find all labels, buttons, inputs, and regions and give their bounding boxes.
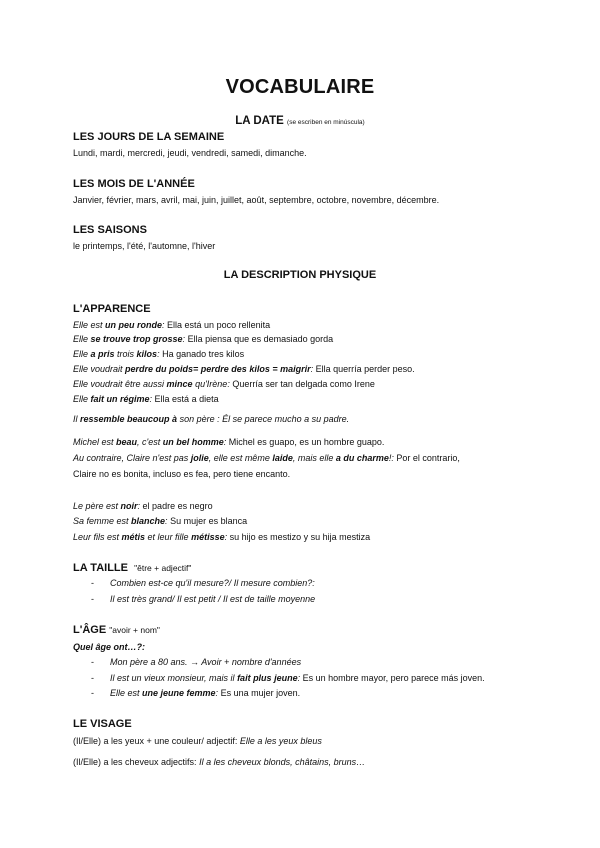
age-heading-text: L'ÂGE [73,624,107,636]
apparence-line-3 [73,349,244,360]
taille-bullet-2: Il est très grand/ Il est petit / Il est de taille moyenne [110,594,316,604]
seg: Ha ganado tres kilos [159,349,245,359]
seg: Elle est [110,688,143,698]
visage-heading: LE VISAGE [73,718,132,730]
days-text: Lundi, mardi, mercredi, jeudi, vendredi, samedi, dimanche. [73,148,307,158]
age-bullet-2 [110,673,485,684]
seg: Ella querría perder peso. [313,364,415,374]
seg: Michel est [73,437,117,447]
apparence-line-1 [73,320,270,331]
seg: mince [166,379,193,389]
seg: ressemble beaucoup à [80,414,178,424]
taille-bullet-1: Combien est-ce qu'il mesure?/ Il mesure combien?: [110,578,315,588]
bullet-dash: - [91,578,94,588]
seg: Ella está un poco rellenita [164,320,271,330]
bullet-dash: - [91,688,94,698]
seg: qu'Irène [192,379,228,389]
seg: Michel es guapo, es un hombre guapo. [226,437,385,447]
page-title: VOCABULAIRE [225,76,375,98]
apparence-line-2 [73,334,333,345]
date-heading [73,115,527,127]
seg: : [224,532,228,542]
seg: une jeune femme [142,688,216,698]
seg: Es una mujer joven. [218,688,301,698]
seg: Elle [73,394,91,404]
apparence-line-11 [73,501,213,512]
bullet-dash: - [91,673,94,683]
seg: Elle voudrait être aussi [73,379,167,389]
seg: , mais elle [292,453,336,463]
seg: Es un hombre mayor, pero parece más joven. [300,673,485,683]
seg: , elle est même [208,453,273,463]
seg: fait un régime [90,394,150,404]
seg: un bel homme [162,437,224,447]
seg: un peu ronde [105,320,163,330]
seg: métisse [191,532,225,542]
apparence-line-13 [73,532,370,543]
seg: : [182,334,186,344]
apparence-line-9 [73,453,460,464]
seg: perdre du poids= perdre des kilos = maigrir [125,364,311,374]
description-heading: LA DESCRIPTION PHYSIQUE [223,269,377,281]
seg: : [149,394,153,404]
age-note: "avoir + nom" [109,625,160,635]
seg: a du charme [335,453,389,463]
seg: : [165,516,168,526]
age-question: Quel âge ont…?: [73,642,145,652]
age-bullet-1: Mon père a 80 ans. → Avoir + nombre d'années [110,657,302,667]
bullet-dash: - [91,594,94,604]
seg: Le père est [73,501,121,511]
seg: fait plus jeune [237,673,298,683]
seg: noir [120,501,138,511]
seg: (Il/Elle) a les yeux + une couleur/ adjectif: [73,736,240,746]
apparence-heading: L'APPARENCE [73,303,151,315]
seg: Il [73,414,81,424]
apparence-line-7 [73,414,349,425]
seg: Il est un vieux monsieur, mais il [110,673,238,683]
apparence-line-10: Claire no es bonita, incluso es fea, pero tiene encanto. [73,469,291,479]
seg: beau [116,437,138,447]
taille-heading [73,562,191,574]
seg: Su mujer es blanca [167,516,248,526]
seg: : [227,379,230,389]
seg: son père : Él se parece mucho a su padre. [177,414,350,424]
seg: Elle a les yeux bleus [239,736,322,746]
seg: et leur fille [145,532,192,542]
seg: !: [388,453,394,463]
seg: a pris [90,349,115,359]
apparence-line-4 [73,364,415,375]
seg: se trouve trop grosse [90,334,183,344]
seg: : [157,349,160,359]
seasons-text: le printemps, l'été, l'automne, l'hiver [73,241,216,251]
taille-heading-text: LA TAILLE [73,562,128,574]
apparence-line-8 [73,437,384,448]
days-heading: LES JOURS DE LA SEMAINE [73,131,225,143]
date-heading-text: LA DATE [235,115,284,127]
seasons-heading: LES SAISONS [73,224,147,236]
apparence-line-6 [73,394,219,405]
visage-line-2 [73,757,365,768]
months-text: Janvier, février, mars, avril, mai, juin, juillet, août, septembre, octobre, novembre, décembre. [73,195,440,205]
seg: su hijo es mestizo y su hija mestiza [227,532,371,542]
seg: Elle voudrait [73,364,126,374]
visage-line-1 [73,736,322,747]
seg: métis [121,532,146,542]
seg: Por el contrario, [393,453,460,463]
age-bullet-3 [110,688,300,699]
seg: Il a les cheveux blonds, châtains, bruns… [199,757,366,767]
seg: : [297,673,301,683]
seg: : [162,320,165,330]
apparence-line-5 [73,379,375,390]
taille-note: "être + adjectif" [134,563,192,573]
seg: Au contraire, Claire n'est pas [73,453,191,463]
date-note: (se escriben en minúscula) [287,119,365,126]
seg: , c'est [137,437,163,447]
seg: Elle [73,334,91,344]
seg: : [310,364,314,374]
seg: (Il/Elle) a les cheveux adjectifs: [73,757,200,767]
seg: Elle est [73,320,106,330]
seg: : [215,688,219,698]
age-heading [73,624,160,636]
seg: Elle [73,349,91,359]
seg: el padre es negro [140,501,213,511]
seg: Ella está a dieta [152,394,219,404]
seg: kilos [136,349,158,359]
seg: laide [272,453,293,463]
seg: Leur fils est [73,532,122,542]
seg: blanche [131,516,166,526]
seg: Ella piensa que es demasiado gorda [185,334,334,344]
seg: Sa femme est [73,516,132,526]
seg: Querría ser tan delgada como Irene [229,379,375,389]
seg: : [223,437,227,447]
apparence-line-12 [73,516,247,527]
months-heading: LES MOIS DE L'ANNÉE [73,178,195,190]
seg: : [137,501,141,511]
seg: jolie [190,453,209,463]
seg: trois [114,349,137,359]
bullet-dash: - [91,657,94,667]
